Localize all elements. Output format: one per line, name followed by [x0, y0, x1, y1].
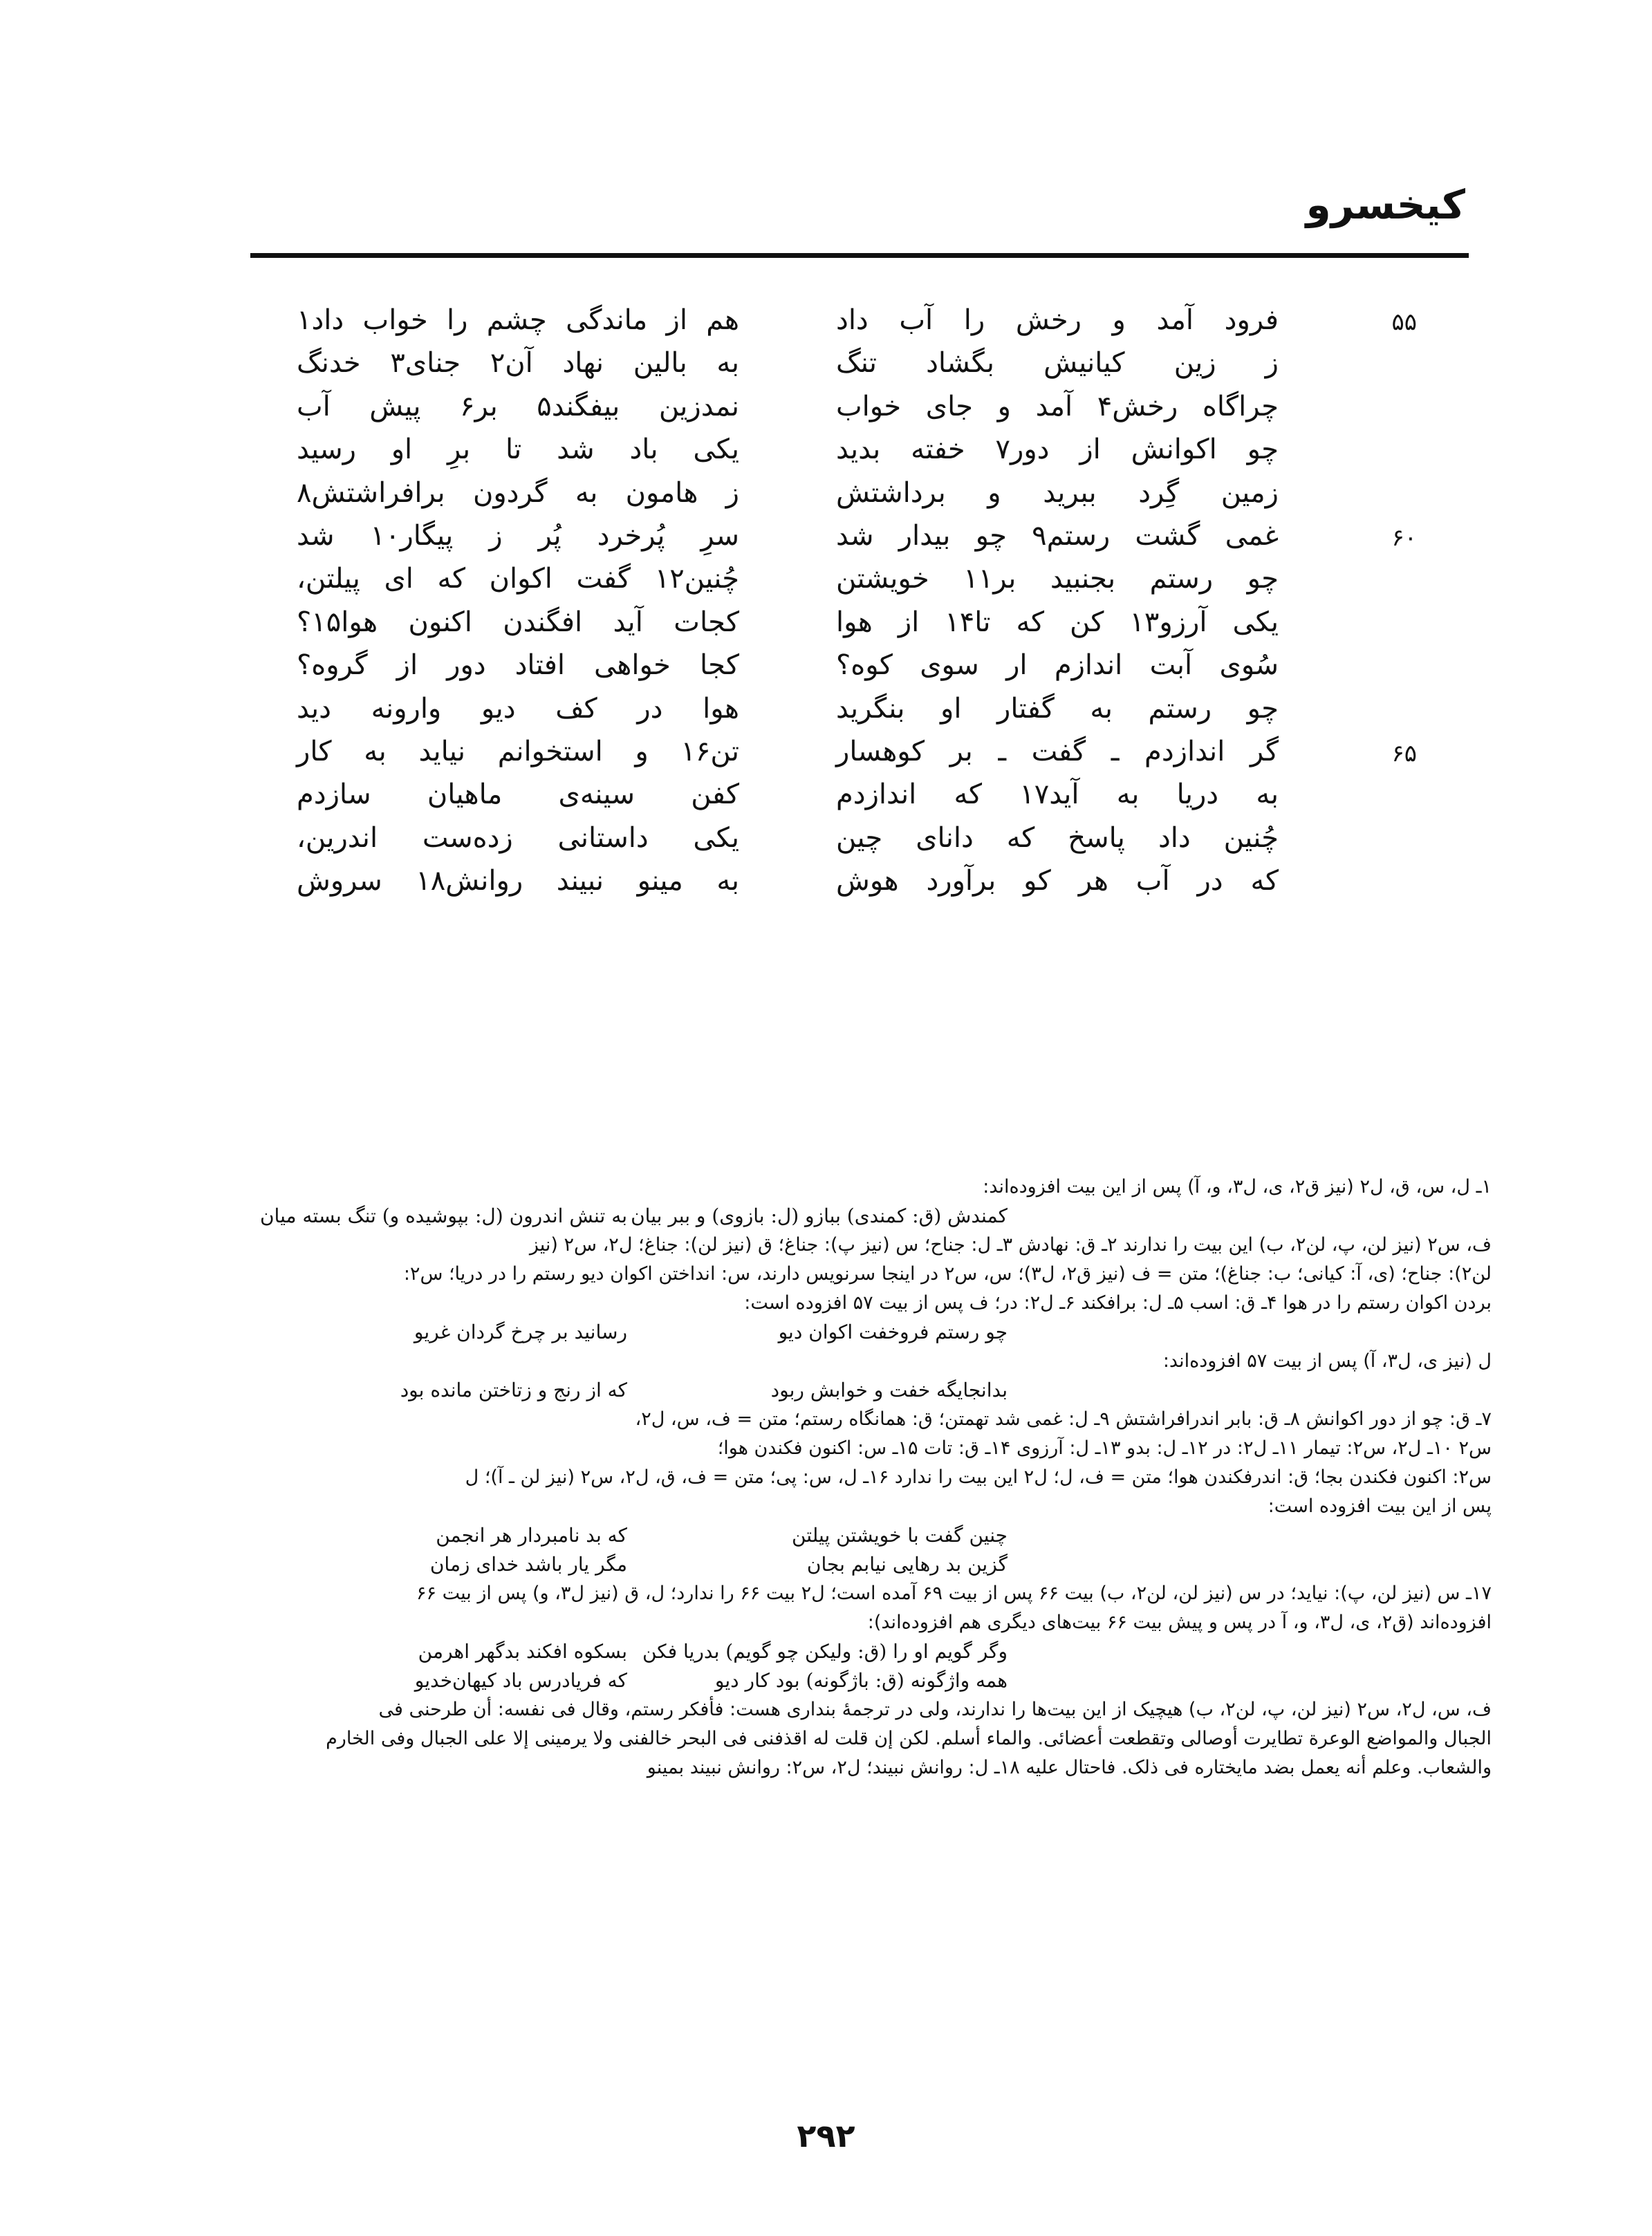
footnote-line: لن۲): جناح؛ (ی، آ: کیانی؛ ب: جناغ)؛ متن = ف (نیز ق۲، ل۳)؛ س، س۲ در اینجا سرنویس دارند، س: انداختن اکوان دیو رستم را در دریا؛ س۲: [403, 1263, 1492, 1285]
verse-right-hemistich: غمی گشت رستم۹ چو بیدار شد [836, 519, 1279, 552]
verse-number: ۶۰ [1391, 523, 1417, 552]
verse-block [0, 304, 1652, 908]
verse-right-hemistich: چو رستم به گفتار او بنگرید [836, 692, 1279, 725]
footnote-couplet [160, 1637, 1492, 1666]
footnote-couplet [160, 1318, 1492, 1347]
footnote-line: ف، س۲ (نیز لن، پ، لن۲، ب) این بیت را ندارند ۲ـ ق: نهادش ۳ـ ل: جناح؛ س (نیز پ): جناغ؛ ق (نیز لن): جناغ؛ ل۲، س۲ (نیز [529, 1234, 1492, 1256]
verse-row [0, 865, 1652, 908]
footnote-line: ۱۷ـ س (نیز لن، پ): نیاید؛ در س (نیز لن، لن۲، ب) بیت ۶۶ پس از بیت ۶۹ آمده است؛ ل۲ بیت ۶۶ را ندارد؛ ل، ق (نیز ل۳، و) پس از بیت ۶۶ [416, 1583, 1492, 1604]
footnote-line: والشعاب. وعلم أنه یعمل بضد مایختاره فی ذلک. فاحتال علیه ۱۸ـ ل: روانش نبیند؛ ل۲، س۲: روانش نبیند بمینو [647, 1757, 1492, 1778]
verse-left-hemistich: نمدزین بیفگند۵ بر۶ پیش آب [297, 390, 739, 422]
footnote-couplet [160, 1376, 1492, 1405]
verse-right-hemistich: ز زین کیانیش بگشاد تنگ [836, 347, 1279, 380]
page-number: ۲۹۲ [797, 2117, 855, 2154]
footnote-line: ۷ـ ق: چو از دور اکوانش ۸ـ ق: بابر اندرافراشتش ۹ـ ل: غمی شد تهمتن؛ ق: همانگاه رستم؛ متن = ف، س، ل۲، [635, 1408, 1492, 1430]
verse-row [0, 391, 1652, 434]
footnote-line: ۱ـ ل، س، ق، ل۲ (نیز ق۲، ی، ل۳، و، آ) پس از این بیت افزوده‌اند: [983, 1176, 1492, 1198]
footnote-couplet [160, 1202, 1492, 1231]
verse-left-hemistich: یکی باد شد تا برِ او رسید [297, 434, 739, 466]
chapter-title: کیخسرو [1306, 181, 1465, 228]
footnotes [160, 1173, 1492, 1782]
verse-row [0, 477, 1652, 520]
verse-left-hemistich: سرِ پُرخرد پُر ز پیگار۱۰ شد [297, 519, 740, 552]
verse-right-hemistich: به دریا به آید۱۷ که اندازدم [836, 779, 1279, 811]
verse-left-hemistich: ز هامون به گردون برافراشتش۸ [297, 476, 739, 509]
footnote-line: بردن اکوان رستم را در هوا ۴ـ ق: اسب ۵ـ ل: برافکند ۶ـ ل۲: در؛ ف پس از بیت ۵۷ افزوده است: [744, 1292, 1492, 1314]
verse-right-hemistich: که در آب هر کو برآورد هوش [836, 865, 1279, 897]
verse-row [0, 822, 1652, 865]
footnote-line: افزوده‌اند (ق۲، ی، ل۳، و، آ در پس و پیش بیت ۶۶ بیت‌های دیگری هم افزوده‌اند): [867, 1612, 1492, 1633]
verse-left-hemistich: هوا در کف دیو وارونه دید [297, 692, 739, 725]
verse-row [0, 693, 1652, 736]
verse-right-hemistich: یکی آرزو۱۳ کن که تا۱۴ از هوا [836, 606, 1279, 638]
verse-left-hemistich: به بالین نهاد آن۲ جنای۳ خدنگ [297, 347, 740, 380]
footnote-line: الجبال والمواضع الوعرة تطایرت أوصالی وتقطعت أعضائی. والماء أسلم. لکن إن قلت له اقذفنی فی البحر خالفنی ولا یرمینی إلا علی الجبال وفی الخارم [326, 1728, 1492, 1749]
footnote-couplet [160, 1666, 1492, 1695]
footnote-couplet [160, 1521, 1492, 1550]
verse-right-hemistich: چو رستم بجنبید بر۱۱ خویشتن [836, 563, 1279, 595]
verse-row [0, 563, 1652, 606]
header-rule [250, 253, 1469, 258]
footnote-couplet [160, 1550, 1492, 1579]
couplet-left: که از رنج و زتاختن مانده بود [400, 1379, 627, 1401]
verse-number: ۵۵ [1391, 308, 1417, 336]
verse-right-hemistich: چو اکوانش از دور۷ خفته بدید [836, 434, 1279, 466]
footnote-line: س۲: اکنون فکندن بجا؛ ق: اندرفکندن هوا؛ متن = ف، ل؛ ل۲ این بیت را ندارد ۱۶ـ ل، س: پی؛ متن = ف، ق، ل۲، س۲ (نیز لن ـ آ)؛ ل [465, 1466, 1492, 1488]
verse-left-hemistich: کفن سینه‌ی ماهیان سازدم [297, 779, 739, 811]
couplet-right: کمندش (ق: کمندی) ببازو (ل: بازوی) و ببر بیان [631, 1204, 1008, 1227]
couplet-left: به تنش اندرون (ل: بپوشیده و) تنگ بسته میان [259, 1204, 627, 1227]
couplet-right: همه واژگونه (ق: باژگونه) بود کار دیو [714, 1669, 1008, 1692]
couplet-right: گزین بد رهایی نیابم بجان [806, 1553, 1008, 1576]
verse-right-hemistich: سُوی آبت اندازم ار سوی کوه؟ [836, 649, 1279, 682]
verse-right-hemistich: زمین گِرد ببرید و برداشتش [836, 476, 1279, 509]
couplet-left: که بد نامبردار هر انجمن [436, 1524, 627, 1547]
verse-number: ۶۵ [1391, 739, 1417, 767]
verse-row [0, 779, 1652, 821]
verse-right-hemistich: گر اندازدم ـ گفت ـ بر کوهسار [836, 735, 1279, 767]
verse-right-hemistich: چراگاه رخش۴ آمد و جای خواب [836, 390, 1279, 422]
verse-left-hemistich: تن۱۶ و استخوانم نیاید به کار [297, 735, 739, 767]
couplet-left: رسانید بر چرخ گردان غریو [414, 1321, 627, 1343]
couplet-left: بسکوه افکند بدگهر اهرمن [418, 1640, 627, 1663]
couplet-right: بدانجایگه خفت و خوابش ربود [770, 1379, 1008, 1401]
footnote-line: پس از این بیت افزوده است: [1268, 1496, 1492, 1517]
footnote-line: ل (نیز ی، ل۳، آ) پس از بیت ۵۷ افزوده‌اند: [1162, 1350, 1492, 1372]
verse-left-hemistich: چُنین۱۲ گفت اکوان که ای پیلتن، [297, 563, 739, 595]
verse-row [0, 649, 1652, 692]
verse-row [0, 736, 1652, 779]
footnote-line: س۲ ۱۰ـ ل۲، س۲: تیمار ۱۱ـ ل۲: در ۱۲ـ ل: بدو ۱۳ـ ل: آرزوی ۱۴ـ ق: تات ۱۵ـ س: اکنون فکندن هوا؛ [717, 1437, 1492, 1459]
verse-left-hemistich: کجات آید افگندن اکنون هوا۱۵؟ [297, 606, 739, 638]
verse-row [0, 434, 1652, 476]
couplet-right: وگر گویم او را (ق: ولیکن چو گویم) بدریا فکن [642, 1640, 1008, 1663]
verse-row [0, 347, 1652, 390]
verse-row [0, 520, 1652, 563]
verse-row [0, 304, 1652, 347]
couplet-left: مگر یار باشد خدای زمان [429, 1553, 627, 1576]
couplet-right: چو رستم فروخفت اکوان دیو [778, 1321, 1008, 1343]
verse-left-hemistich: به مینو نبیند روانش۱۸ سروش [297, 865, 739, 897]
couplet-right: چنین گفت با خویشتن پیلتن [791, 1524, 1008, 1547]
verse-right-hemistich: چُنین داد پاسخ که دانای چین [836, 821, 1279, 854]
verse-row [0, 606, 1652, 649]
footnote-line: ف، س، ل۲، س۲ (نیز لن، پ، لن۲، ب) هیچیک از این بیت‌ها را ندارند، ولی در ترجمهٔ بنداری هست: فأفکر رستم، وقال فی نفسه: أن طرحنی فی [378, 1699, 1492, 1720]
couplet-left: که فریادرس باد کیهان‌خدیو [414, 1669, 627, 1692]
verse-left-hemistich: کجا خواهی افتاد دور از گروه؟ [297, 649, 739, 682]
verse-right-hemistich: فرود آمد و رخش را آب داد [836, 304, 1279, 336]
verse-left-hemistich: یکی داستانی زده‌ست اندرین، [297, 821, 739, 854]
verse-left-hemistich: هم از ماندگی چشم را خواب داد۱ [297, 304, 739, 336]
